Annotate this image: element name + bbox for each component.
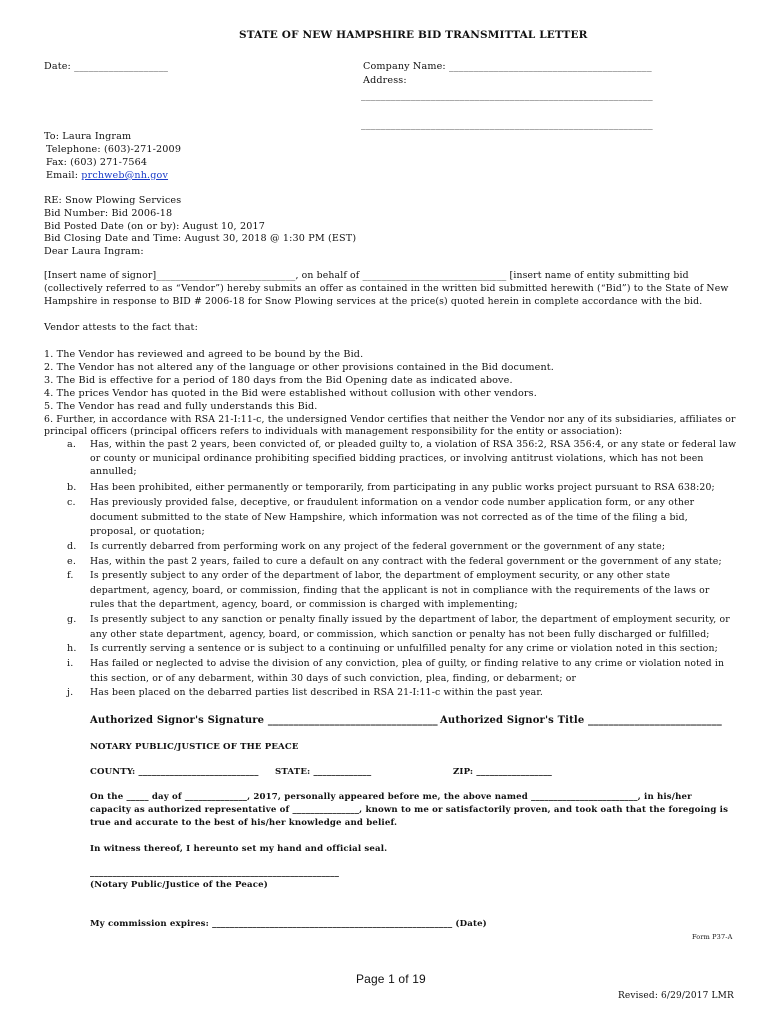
item-b-line-1: Has been prohibited, either permanently or temporarily, from participating in any public works project pursuant to RSA 638:20;: [90, 482, 715, 493]
item-a-line-1: Has, within the past 2 years, been convicted of, or pleaded guilty to, a violation of RSA 356:2, RSA 356:4, or any state or federal law: [90, 439, 737, 450]
insert-line-2: (collectively referred to as “Vendor”) hereby submits an offer as contained in the written bid submitted herewith (“Bid”) to the State of New: [44, 283, 729, 294]
letter-a: a.: [67, 439, 77, 450]
address-label: Address:: [363, 75, 407, 86]
item-c-line-3: proposal, or quotation;: [90, 526, 205, 537]
to-telephone: Telephone: (603)-271-2009: [46, 144, 182, 155]
date-field: Date: ___________________: [44, 61, 169, 72]
item-g-line-1: Is presently subject to any sanction or penalty finally issued by the department of labor, the department of employment security, or: [90, 614, 730, 625]
to-name: To: Laura Ingram: [44, 131, 132, 142]
notary-signature-line: ________________________________________________________: [90, 868, 340, 878]
numbered-item-1: 1. The Vendor has reviewed and agreed to be bound by the Bid.: [44, 349, 364, 360]
item-h-line-1: Is currently serving a sentence or is subject to a continuing or unfulfilled penalty for any crime or violation noted in this section;: [90, 643, 718, 654]
item-c-line-1: Has previously provided false, deceptive, or fraudulent information on a vendor code number application form, or any other: [90, 497, 695, 508]
item-c-line-2: document submitted to the state of New Hampshire, which information was not corrected as of the time of the filing a bid,: [90, 512, 688, 523]
numbered-item-3: 3. The Bid is effective for a period of 180 days from the Bid Opening date as indicated above.: [44, 375, 513, 386]
form-number: Form P37-A: [692, 933, 733, 941]
page-number: Page 1 of 19: [356, 972, 426, 986]
numbered-item-5: 5. The Vendor has read and fully understands this Bid.: [44, 401, 318, 412]
witness-statement: In witness thereof, I hereunto set my hand and official seal.: [90, 844, 388, 854]
zip-field: ZIP: _________________: [453, 767, 552, 777]
letter-h: h.: [67, 643, 77, 654]
salutation: Dear Laura Ingram:: [44, 246, 144, 257]
item-e-line-1: Has, within the past 2 years, failed to cure a default on any contract with the federal government or the government of any state;: [90, 556, 722, 567]
item-f-line-2: department, agency, board, or commission, finding that the applicant is not in compliance with the requirements of the laws or: [90, 585, 710, 596]
re-subject: RE: Snow Plowing Services: [44, 195, 182, 206]
to-fax: Fax: (603) 271-7564: [46, 157, 148, 168]
notary-caption: (Notary Public/Justice of the Peace): [90, 880, 268, 890]
to-email: [46, 170, 168, 182]
company-name-field: Company Name: _________________________________________: [363, 61, 652, 72]
revised-note: Revised: 6/29/2017 LMR: [618, 991, 734, 1001]
item-a-line-2: or county or municipal ordinance prohibiting specified bidding practices, or involving antitrust violations, which has not been: [90, 453, 704, 464]
address-line-1: ___________________________________________________________: [361, 90, 653, 101]
numbered-item-2: 2. The Vendor has not altered any of the language or other provisions contained in the Bid document.: [44, 362, 555, 373]
item-f-line-1: Is presently subject to any order of the department of labor, the department of employment security, or any other state: [90, 570, 671, 581]
numbered-item-6: 6. Further, in accordance with RSA 21-I:11-c, the undersigned Vendor certifies that neither the Vendor nor any of its subsidiaries, affiliates or: [44, 414, 736, 425]
notary-heading: NOTARY PUBLIC/JUSTICE OF THE PEACE: [90, 742, 299, 752]
commission-expires-field: My commission expires: ______________________________________________________ (Date): [90, 919, 487, 929]
insert-line-3: Hampshire in response to BID # 2006-18 for Snow Plowing services at the price(s) quoted herein in complete accordance with the bid.: [44, 296, 703, 307]
insert-line-1: [Insert name of signor]_____________________________, on behalf of ______________________________ [insert name of entity submitting bid: [44, 270, 689, 281]
bid-closing-date: Bid Closing Date and Time: August 30, 2018 @ 1:30 PM (EST): [44, 233, 357, 244]
signature-field: Authorized Signor's Signature _________________________________: [90, 715, 438, 726]
bid-posted-date: Bid Posted Date (on or by): August 10, 2017: [44, 221, 265, 232]
address-line-2: ___________________________________________________________: [361, 119, 653, 130]
oath-line-1: On the _____ day of ______________, 2017, personally appeared before me, the above named ________________________, in his/her: [90, 792, 692, 802]
letter-j: j.: [67, 687, 74, 698]
document-title: STATE OF NEW HAMPSHIRE BID TRANSMITTAL LETTER: [239, 29, 588, 41]
letter-c: c.: [67, 497, 76, 508]
item-i-line-2: this section, or of any debarment, within 30 days of such conviction, plea, finding, or debarment; or: [90, 673, 577, 684]
letter-b: b.: [67, 482, 77, 493]
email-label: Email:: [46, 170, 79, 181]
letter-i: i.: [67, 658, 74, 669]
numbered-item-4: 4. The prices Vendor has quoted in the Bid were established without collusion with other vendors.: [44, 388, 537, 399]
letter-e: e.: [67, 556, 77, 567]
signor-title-field: Authorized Signor's Title __________________________: [440, 715, 722, 726]
bid-number: Bid Number: Bid 2006-18: [44, 208, 173, 219]
item-f-line-3: rules that the department, agency, board, or commission is charged with implementing;: [90, 599, 518, 610]
item-i-line-1: Has failed or neglected to advise the division of any conviction, plea of guilty, or finding relative to any crime or violation noted in: [90, 658, 725, 669]
letter-g: g.: [67, 614, 77, 625]
state-field: STATE: _____________: [275, 767, 372, 777]
item-a-line-3: annulled;: [90, 466, 137, 477]
numbered-item-6-cont: principal officers (principal officers refers to individuals with management responsibility for the entity or association):: [44, 426, 623, 437]
item-d-line-1: Is currently debarred from performing work on any project of the federal government or the government of any state;: [90, 541, 666, 552]
attests-heading: Vendor attests to the fact that:: [44, 322, 198, 333]
email-link[interactable]: prchweb@nh.gov: [81, 170, 169, 181]
oath-line-3: true and accurate to the best of his/her knowledge and belief.: [90, 818, 398, 828]
item-j-line-1: Has been placed on the debarred parties list described in RSA 21-I:11-c within the past year.: [90, 687, 544, 698]
letter-d: d.: [67, 541, 77, 552]
oath-line-2: capacity as authorized representative of _______________, known to me or satisfactorily proven, and took oath that the foregoing is: [90, 805, 729, 815]
item-g-line-2: any other state department, agency, board, or commission, which sanction or penalty has not been fully discharged or fulfilled;: [90, 629, 710, 640]
county-field: COUNTY: ___________________________: [90, 767, 259, 777]
letter-f: f.: [67, 570, 74, 581]
